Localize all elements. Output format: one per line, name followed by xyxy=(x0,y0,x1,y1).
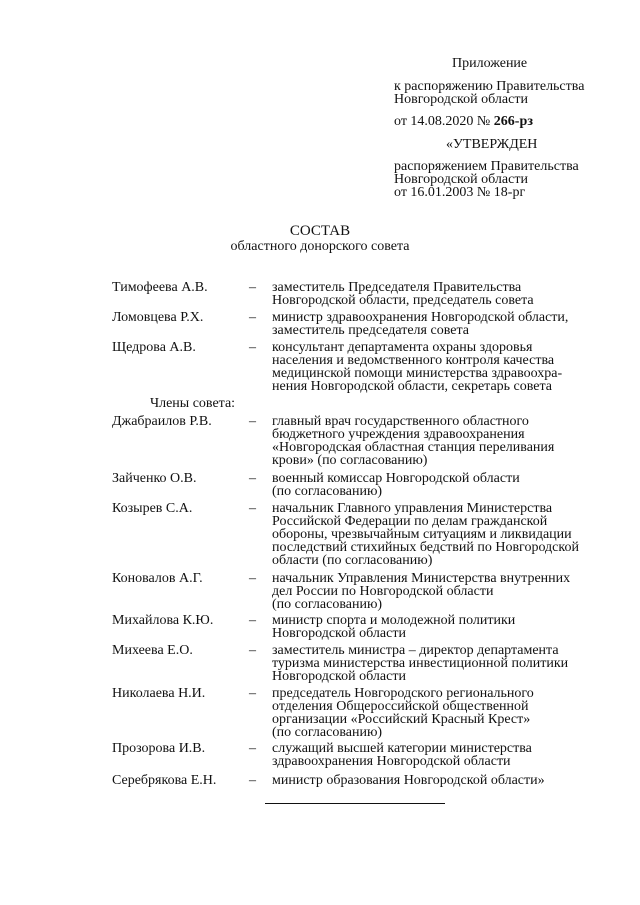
role-line: главный врач государственного областного xyxy=(272,414,529,429)
member-name: Зайченко О.В. xyxy=(112,471,197,486)
member-name: Михеева Е.О. xyxy=(112,643,193,658)
member-name: Ломовцева Р.Х. xyxy=(112,310,204,325)
member-name: Михайлова К.Ю. xyxy=(112,613,214,628)
dash: – xyxy=(249,773,256,788)
role-line: нения Новгородской области, секретарь совета xyxy=(272,379,553,394)
role-line: министр образования Новгородской области» xyxy=(272,773,545,788)
role-line: медицинской помощи министерства здравоохра- xyxy=(272,366,563,381)
dash: – xyxy=(249,571,256,586)
role-line: Российской Федерации по делам гражданской xyxy=(272,514,548,529)
role-line: бюджетного учреждения здравоохранения xyxy=(272,427,525,442)
role-line: заместитель Председателя Правительства xyxy=(272,280,522,295)
document-subtitle: областного донорского совета xyxy=(230,239,410,254)
member-role xyxy=(272,774,602,787)
member-name: Прозорова И.В. xyxy=(112,741,206,756)
approved-line-2: Новгородской области xyxy=(394,172,528,187)
role-line: последствий стихийных бедствий по Новгородской xyxy=(272,540,579,555)
member-role xyxy=(272,502,602,567)
role-line: министр спорта и молодежной политики xyxy=(272,613,516,628)
role-line: начальник Главного управления Министерства xyxy=(272,501,553,516)
role-line: обороны, чрезвычайным ситуациям и ликвидации xyxy=(272,527,572,542)
role-line: туризма министерства инвестиционной политики xyxy=(272,656,569,671)
appendix-number: 266-рз xyxy=(493,114,534,129)
member-name: Козырев С.А. xyxy=(112,501,193,516)
approved-title: «УТВЕРЖДЕН xyxy=(446,137,538,152)
member-name: Коновалов А.Г. xyxy=(112,571,203,586)
role-line: области (по согласованию) xyxy=(272,553,433,568)
closing-rule xyxy=(265,803,445,804)
appendix-title: Приложение xyxy=(452,56,528,71)
member-name: Щедрова А.В. xyxy=(112,340,196,355)
member-role xyxy=(272,415,602,467)
member-role xyxy=(272,614,602,640)
member-name: Джабраилов Р.В. xyxy=(112,414,212,429)
role-line: начальник Управления Министерства внутренних xyxy=(272,571,571,586)
role-line: военный комиссар Новгородской области xyxy=(272,471,520,486)
member-name: Тимофеева А.В. xyxy=(112,280,208,295)
appendix-line-1: к распоряжению Правительства xyxy=(394,79,585,94)
dash: – xyxy=(249,280,256,295)
dash: – xyxy=(249,613,256,628)
role-line: населения и ведомственного контроля качества xyxy=(272,353,555,368)
document-heading: СОСТАВ xyxy=(289,223,351,239)
role-line: Новгородской области xyxy=(272,669,406,684)
member-role xyxy=(272,742,602,768)
members-label: Члены совета: xyxy=(150,396,236,411)
role-line: Новгородской области, председатель совета xyxy=(272,293,534,308)
appendix-line-2: Новгородской области xyxy=(394,92,528,107)
appendix-date-prefix: от 14.08.2020 № xyxy=(394,114,494,129)
role-line: министр здравоохранения Новгородской области, xyxy=(272,310,569,325)
appendix-date xyxy=(394,115,533,128)
dash: – xyxy=(249,643,256,658)
member-role xyxy=(272,341,602,393)
role-line: здравоохранения Новгородской области xyxy=(272,754,511,769)
role-line: отделения Общероссийской общественной xyxy=(272,699,529,714)
role-line: дел России по Новгородской области xyxy=(272,584,494,599)
member-role xyxy=(272,472,602,498)
dash: – xyxy=(249,501,256,516)
dash: – xyxy=(249,340,256,355)
role-line: крови» (по согласованию) xyxy=(272,453,428,468)
role-line: служащий высшей категории министерства xyxy=(272,741,532,756)
dash: – xyxy=(249,471,256,486)
member-role xyxy=(272,644,602,683)
member-role xyxy=(272,572,602,611)
role-line: (по согласованию) xyxy=(272,484,383,499)
dash: – xyxy=(249,414,256,429)
role-line: председатель Новгородского регионального xyxy=(272,686,534,701)
role-line: заместитель министра – директор департамента xyxy=(272,643,559,658)
member-role xyxy=(272,687,602,739)
member-name: Николаева Н.И. xyxy=(112,686,206,701)
dash: – xyxy=(249,310,256,325)
dash: – xyxy=(249,741,256,756)
member-role xyxy=(272,281,602,307)
member-role xyxy=(272,311,602,337)
dash: – xyxy=(249,686,256,701)
approved-line-1: распоряжением Правительства xyxy=(394,159,579,174)
role-line: (по согласованию) xyxy=(272,597,383,612)
role-line: заместитель председателя совета xyxy=(272,323,469,338)
role-line: «Новгородская областная станция переливания xyxy=(272,440,555,455)
role-line: (по согласованию) xyxy=(272,725,383,740)
role-line: Новгородской области xyxy=(272,626,406,641)
role-line: консультант департамента охраны здоровья xyxy=(272,340,533,355)
role-line: организации «Российский Красный Крест» xyxy=(272,712,531,727)
member-name: Серебрякова Е.Н. xyxy=(112,773,217,788)
approved-line-3: от 16.01.2003 № 18-рг xyxy=(394,185,526,200)
